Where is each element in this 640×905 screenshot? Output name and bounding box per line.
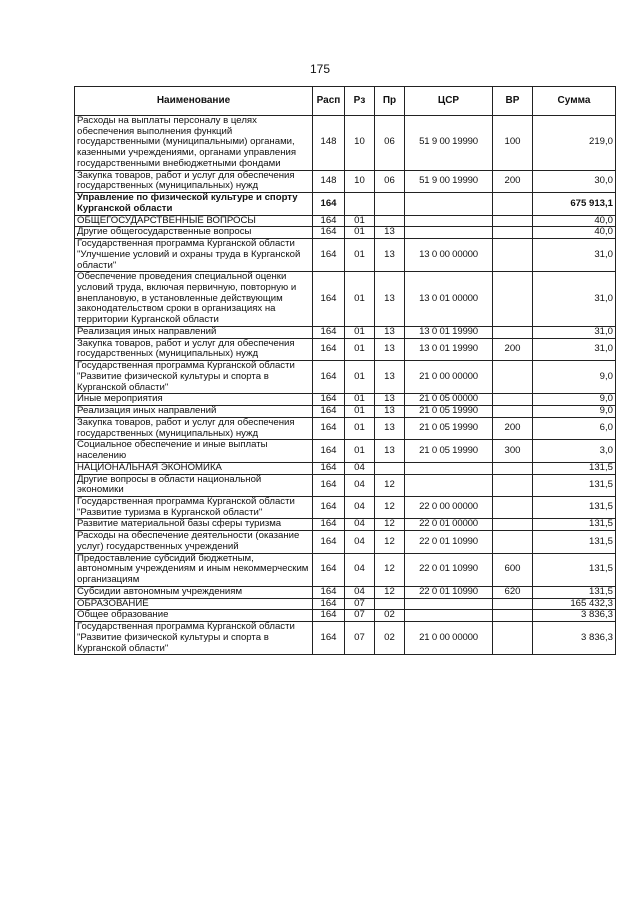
table-row	[75, 610, 616, 622]
row-rz-cell: 04	[345, 474, 375, 496]
row-name-cell: Государственная программа Курганской области "Развитие физической культуры и спорта в Курганской области"	[75, 361, 313, 394]
row-vr-cell	[493, 474, 533, 496]
row-rz-cell: 01	[345, 338, 375, 360]
row-name-cell: Реализация иных направлений	[75, 326, 313, 338]
header-csr: ЦСР	[405, 87, 493, 116]
row-vr-cell	[493, 272, 533, 327]
row-rz-cell: 01	[345, 272, 375, 327]
row-rz-cell: 01	[345, 215, 375, 227]
row-rasp-cell: 164	[313, 338, 345, 360]
row-sum-cell: 3 836,3	[533, 610, 616, 622]
row-rasp-cell: 148	[313, 116, 345, 171]
row-sum-cell: 31,0	[533, 326, 616, 338]
row-pr-cell: 12	[375, 586, 405, 598]
row-name-cell: Иные мероприятия	[75, 394, 313, 406]
row-rasp-cell: 164	[313, 394, 345, 406]
row-vr-cell	[493, 326, 533, 338]
row-name-cell: Развитие материальной базы сферы туризма	[75, 519, 313, 531]
row-name-cell: Социальное обеспечение и иные выплаты населению	[75, 440, 313, 462]
table-row	[75, 227, 616, 239]
row-vr-cell	[493, 598, 533, 610]
table-row	[75, 519, 616, 531]
row-csr-cell: 13 0 01 19990	[405, 338, 493, 360]
row-rz-cell: 04	[345, 553, 375, 586]
table-row	[75, 338, 616, 360]
table-row	[75, 496, 616, 518]
row-csr-cell: 51 9 00 19990	[405, 116, 493, 171]
row-rasp-cell: 164	[313, 519, 345, 531]
row-csr-cell: 22 0 01 10990	[405, 531, 493, 553]
row-rasp-cell: 164	[313, 440, 345, 462]
header-name: Наименование	[75, 87, 313, 116]
row-pr-cell	[375, 462, 405, 474]
row-rasp-cell: 164	[313, 417, 345, 439]
row-name-cell: НАЦИОНАЛЬНАЯ ЭКОНОМИКА	[75, 462, 313, 474]
row-sum-cell: 9,0	[533, 406, 616, 418]
row-vr-cell	[493, 519, 533, 531]
row-rz-cell: 01	[345, 440, 375, 462]
row-csr-cell: 13 0 01 19990	[405, 326, 493, 338]
row-sum-cell: 131,5	[533, 474, 616, 496]
row-pr-cell: 13	[375, 272, 405, 327]
table-row	[75, 239, 616, 272]
row-name-cell: ОБРАЗОВАНИЕ	[75, 598, 313, 610]
table-header-row	[75, 87, 616, 116]
row-rz-cell: 07	[345, 598, 375, 610]
row-pr-cell: 02	[375, 610, 405, 622]
row-csr-cell	[405, 598, 493, 610]
row-rasp-cell: 164	[313, 462, 345, 474]
table-row	[75, 116, 616, 171]
table-row	[75, 440, 616, 462]
row-rz-cell: 07	[345, 610, 375, 622]
row-pr-cell: 13	[375, 239, 405, 272]
row-pr-cell: 12	[375, 474, 405, 496]
row-csr-cell: 13 0 00 00000	[405, 239, 493, 272]
header-sum: Сумма	[533, 87, 616, 116]
row-sum-cell: 40,0	[533, 227, 616, 239]
row-csr-cell	[405, 215, 493, 227]
table-row	[75, 406, 616, 418]
row-pr-cell: 12	[375, 496, 405, 518]
row-sum-cell: 219,0	[533, 116, 616, 171]
row-sum-cell: 675 913,1	[533, 193, 616, 215]
row-vr-cell	[493, 622, 533, 655]
row-pr-cell: 13	[375, 326, 405, 338]
row-csr-cell: 21 0 05 19990	[405, 417, 493, 439]
row-rasp-cell: 164	[313, 193, 345, 215]
row-name-cell: Другие вопросы в области национальной экономики	[75, 474, 313, 496]
row-pr-cell: 13	[375, 440, 405, 462]
row-sum-cell: 131,5	[533, 586, 616, 598]
row-name-cell: Расходы на выплаты персоналу в целях обеспечения выполнения функций государственными (муниципальными) органами, казенными учреждениями, органами управления государственными внебюджетными фондами	[75, 116, 313, 171]
table-row	[75, 215, 616, 227]
row-pr-cell: 13	[375, 227, 405, 239]
row-pr-cell: 12	[375, 553, 405, 586]
row-pr-cell: 13	[375, 406, 405, 418]
row-vr-cell	[493, 215, 533, 227]
row-rz-cell: 01	[345, 417, 375, 439]
row-pr-cell	[375, 215, 405, 227]
row-rasp-cell: 164	[313, 326, 345, 338]
row-rz-cell: 01	[345, 227, 375, 239]
table-row	[75, 586, 616, 598]
row-name-cell: ОБЩЕГОСУДАРСТВЕННЫЕ ВОПРОСЫ	[75, 215, 313, 227]
row-name-cell: Другие общегосударственные вопросы	[75, 227, 313, 239]
row-sum-cell: 6,0	[533, 417, 616, 439]
table-row	[75, 272, 616, 327]
row-pr-cell: 13	[375, 361, 405, 394]
row-name-cell: Общее образование	[75, 610, 313, 622]
row-rasp-cell: 164	[313, 239, 345, 272]
row-name-cell: Расходы на обеспечение деятельности (оказание услуг) государственных учреждений	[75, 531, 313, 553]
row-sum-cell: 40,0	[533, 215, 616, 227]
row-vr-cell	[493, 462, 533, 474]
row-csr-cell	[405, 227, 493, 239]
table-row	[75, 170, 616, 192]
row-name-cell: Государственная программа Курганской области "Развитие туризма в Курганской области"	[75, 496, 313, 518]
row-rz-cell: 04	[345, 519, 375, 531]
table-row	[75, 361, 616, 394]
row-rz-cell: 10	[345, 170, 375, 192]
row-vr-cell	[493, 193, 533, 215]
row-vr-cell	[493, 239, 533, 272]
row-name-cell: Закупка товаров, работ и услуг для обеспечения государственных (муниципальных) нужд	[75, 338, 313, 360]
row-name-cell: Управление по физической культуре и спорту Курганской области	[75, 193, 313, 215]
row-pr-cell: 06	[375, 170, 405, 192]
header-vr: ВР	[493, 87, 533, 116]
row-pr-cell: 12	[375, 519, 405, 531]
row-sum-cell: 9,0	[533, 361, 616, 394]
row-sum-cell: 3,0	[533, 440, 616, 462]
row-vr-cell: 200	[493, 417, 533, 439]
row-csr-cell: 22 0 01 10990	[405, 586, 493, 598]
row-vr-cell	[493, 531, 533, 553]
table-row	[75, 326, 616, 338]
row-rz-cell: 04	[345, 496, 375, 518]
row-rz-cell: 04	[345, 462, 375, 474]
row-csr-cell	[405, 462, 493, 474]
row-rz-cell: 01	[345, 406, 375, 418]
row-rasp-cell: 164	[313, 474, 345, 496]
row-rz-cell: 04	[345, 586, 375, 598]
row-sum-cell: 131,5	[533, 519, 616, 531]
row-pr-cell: 06	[375, 116, 405, 171]
row-name-cell: Обеспечение проведения специальной оценки условий труда, включая первичную, повторную и внеплановую, в установленные действующим законодательством сроки в организациях на территории Курганской области	[75, 272, 313, 327]
row-sum-cell: 3 836,3	[533, 622, 616, 655]
row-sum-cell: 131,5	[533, 553, 616, 586]
table-body	[75, 116, 616, 655]
row-csr-cell: 21 0 05 19990	[405, 440, 493, 462]
row-pr-cell	[375, 193, 405, 215]
row-rasp-cell: 164	[313, 622, 345, 655]
row-rasp-cell: 164	[313, 496, 345, 518]
row-csr-cell: 51 9 00 19990	[405, 170, 493, 192]
row-vr-cell	[493, 406, 533, 418]
row-rasp-cell: 148	[313, 170, 345, 192]
row-csr-cell: 13 0 01 00000	[405, 272, 493, 327]
row-rz-cell: 01	[345, 394, 375, 406]
row-vr-cell	[493, 361, 533, 394]
row-sum-cell: 131,5	[533, 462, 616, 474]
table-row	[75, 417, 616, 439]
row-pr-cell: 12	[375, 531, 405, 553]
row-csr-cell: 21 0 00 00000	[405, 622, 493, 655]
row-pr-cell: 13	[375, 417, 405, 439]
row-rz-cell: 01	[345, 239, 375, 272]
row-rasp-cell: 164	[313, 610, 345, 622]
table-row	[75, 598, 616, 610]
row-rz-cell: 01	[345, 326, 375, 338]
row-vr-cell: 200	[493, 170, 533, 192]
row-sum-cell: 31,0	[533, 338, 616, 360]
row-csr-cell: 22 0 01 10990	[405, 553, 493, 586]
row-rz-cell: 01	[345, 361, 375, 394]
row-rz-cell	[345, 193, 375, 215]
row-name-cell: Закупка товаров, работ и услуг для обеспечения государственных (муниципальных) нужд	[75, 170, 313, 192]
row-rasp-cell: 164	[313, 553, 345, 586]
row-csr-cell	[405, 474, 493, 496]
row-rasp-cell: 164	[313, 598, 345, 610]
row-vr-cell: 620	[493, 586, 533, 598]
row-vr-cell	[493, 394, 533, 406]
row-csr-cell	[405, 610, 493, 622]
row-sum-cell: 31,0	[533, 239, 616, 272]
row-rasp-cell: 164	[313, 361, 345, 394]
row-rz-cell: 07	[345, 622, 375, 655]
header-pr: Пр	[375, 87, 405, 116]
row-rasp-cell: 164	[313, 531, 345, 553]
row-rz-cell: 10	[345, 116, 375, 171]
table-row	[75, 531, 616, 553]
row-pr-cell	[375, 598, 405, 610]
row-pr-cell: 13	[375, 338, 405, 360]
row-name-cell: Закупка товаров, работ и услуг для обеспечения государственных (муниципальных) нужд	[75, 417, 313, 439]
row-vr-cell: 300	[493, 440, 533, 462]
header-rasp: Расп	[313, 87, 345, 116]
row-csr-cell: 21 0 00 00000	[405, 361, 493, 394]
row-csr-cell: 21 0 05 00000	[405, 394, 493, 406]
row-csr-cell: 22 0 00 00000	[405, 496, 493, 518]
row-sum-cell: 30,0	[533, 170, 616, 192]
row-vr-cell	[493, 227, 533, 239]
row-name-cell: Субсидии автономным учреждениям	[75, 586, 313, 598]
row-rz-cell: 04	[345, 531, 375, 553]
row-vr-cell: 100	[493, 116, 533, 171]
row-rasp-cell: 164	[313, 406, 345, 418]
table-row	[75, 553, 616, 586]
row-rasp-cell: 164	[313, 215, 345, 227]
row-sum-cell: 165 432,3	[533, 598, 616, 610]
row-name-cell: Предоставление субсидий бюджетным, автономным учреждениям и иным некоммерческим организациям	[75, 553, 313, 586]
table-row	[75, 462, 616, 474]
row-sum-cell: 131,5	[533, 496, 616, 518]
budget-table	[74, 86, 616, 655]
row-csr-cell	[405, 193, 493, 215]
row-csr-cell: 22 0 01 00000	[405, 519, 493, 531]
table-row	[75, 193, 616, 215]
row-sum-cell: 9,0	[533, 394, 616, 406]
row-vr-cell	[493, 496, 533, 518]
row-rasp-cell: 164	[313, 272, 345, 327]
row-vr-cell: 600	[493, 553, 533, 586]
header-rz: Рз	[345, 87, 375, 116]
row-vr-cell	[493, 610, 533, 622]
page-number: 175	[309, 62, 331, 76]
table-row	[75, 394, 616, 406]
row-sum-cell: 31,0	[533, 272, 616, 327]
table-row	[75, 622, 616, 655]
row-sum-cell: 131,5	[533, 531, 616, 553]
row-name-cell: Реализация иных направлений	[75, 406, 313, 418]
row-name-cell: Государственная программа Курганской области "Улучшение условий и охраны труда в Курганской области"	[75, 239, 313, 272]
row-csr-cell: 21 0 05 19990	[405, 406, 493, 418]
row-name-cell: Государственная программа Курганской области "Развитие физической культуры и спорта в Курганской области"	[75, 622, 313, 655]
row-pr-cell: 02	[375, 622, 405, 655]
row-rasp-cell: 164	[313, 227, 345, 239]
row-vr-cell: 200	[493, 338, 533, 360]
row-rasp-cell: 164	[313, 586, 345, 598]
table-row	[75, 474, 616, 496]
row-pr-cell: 13	[375, 394, 405, 406]
